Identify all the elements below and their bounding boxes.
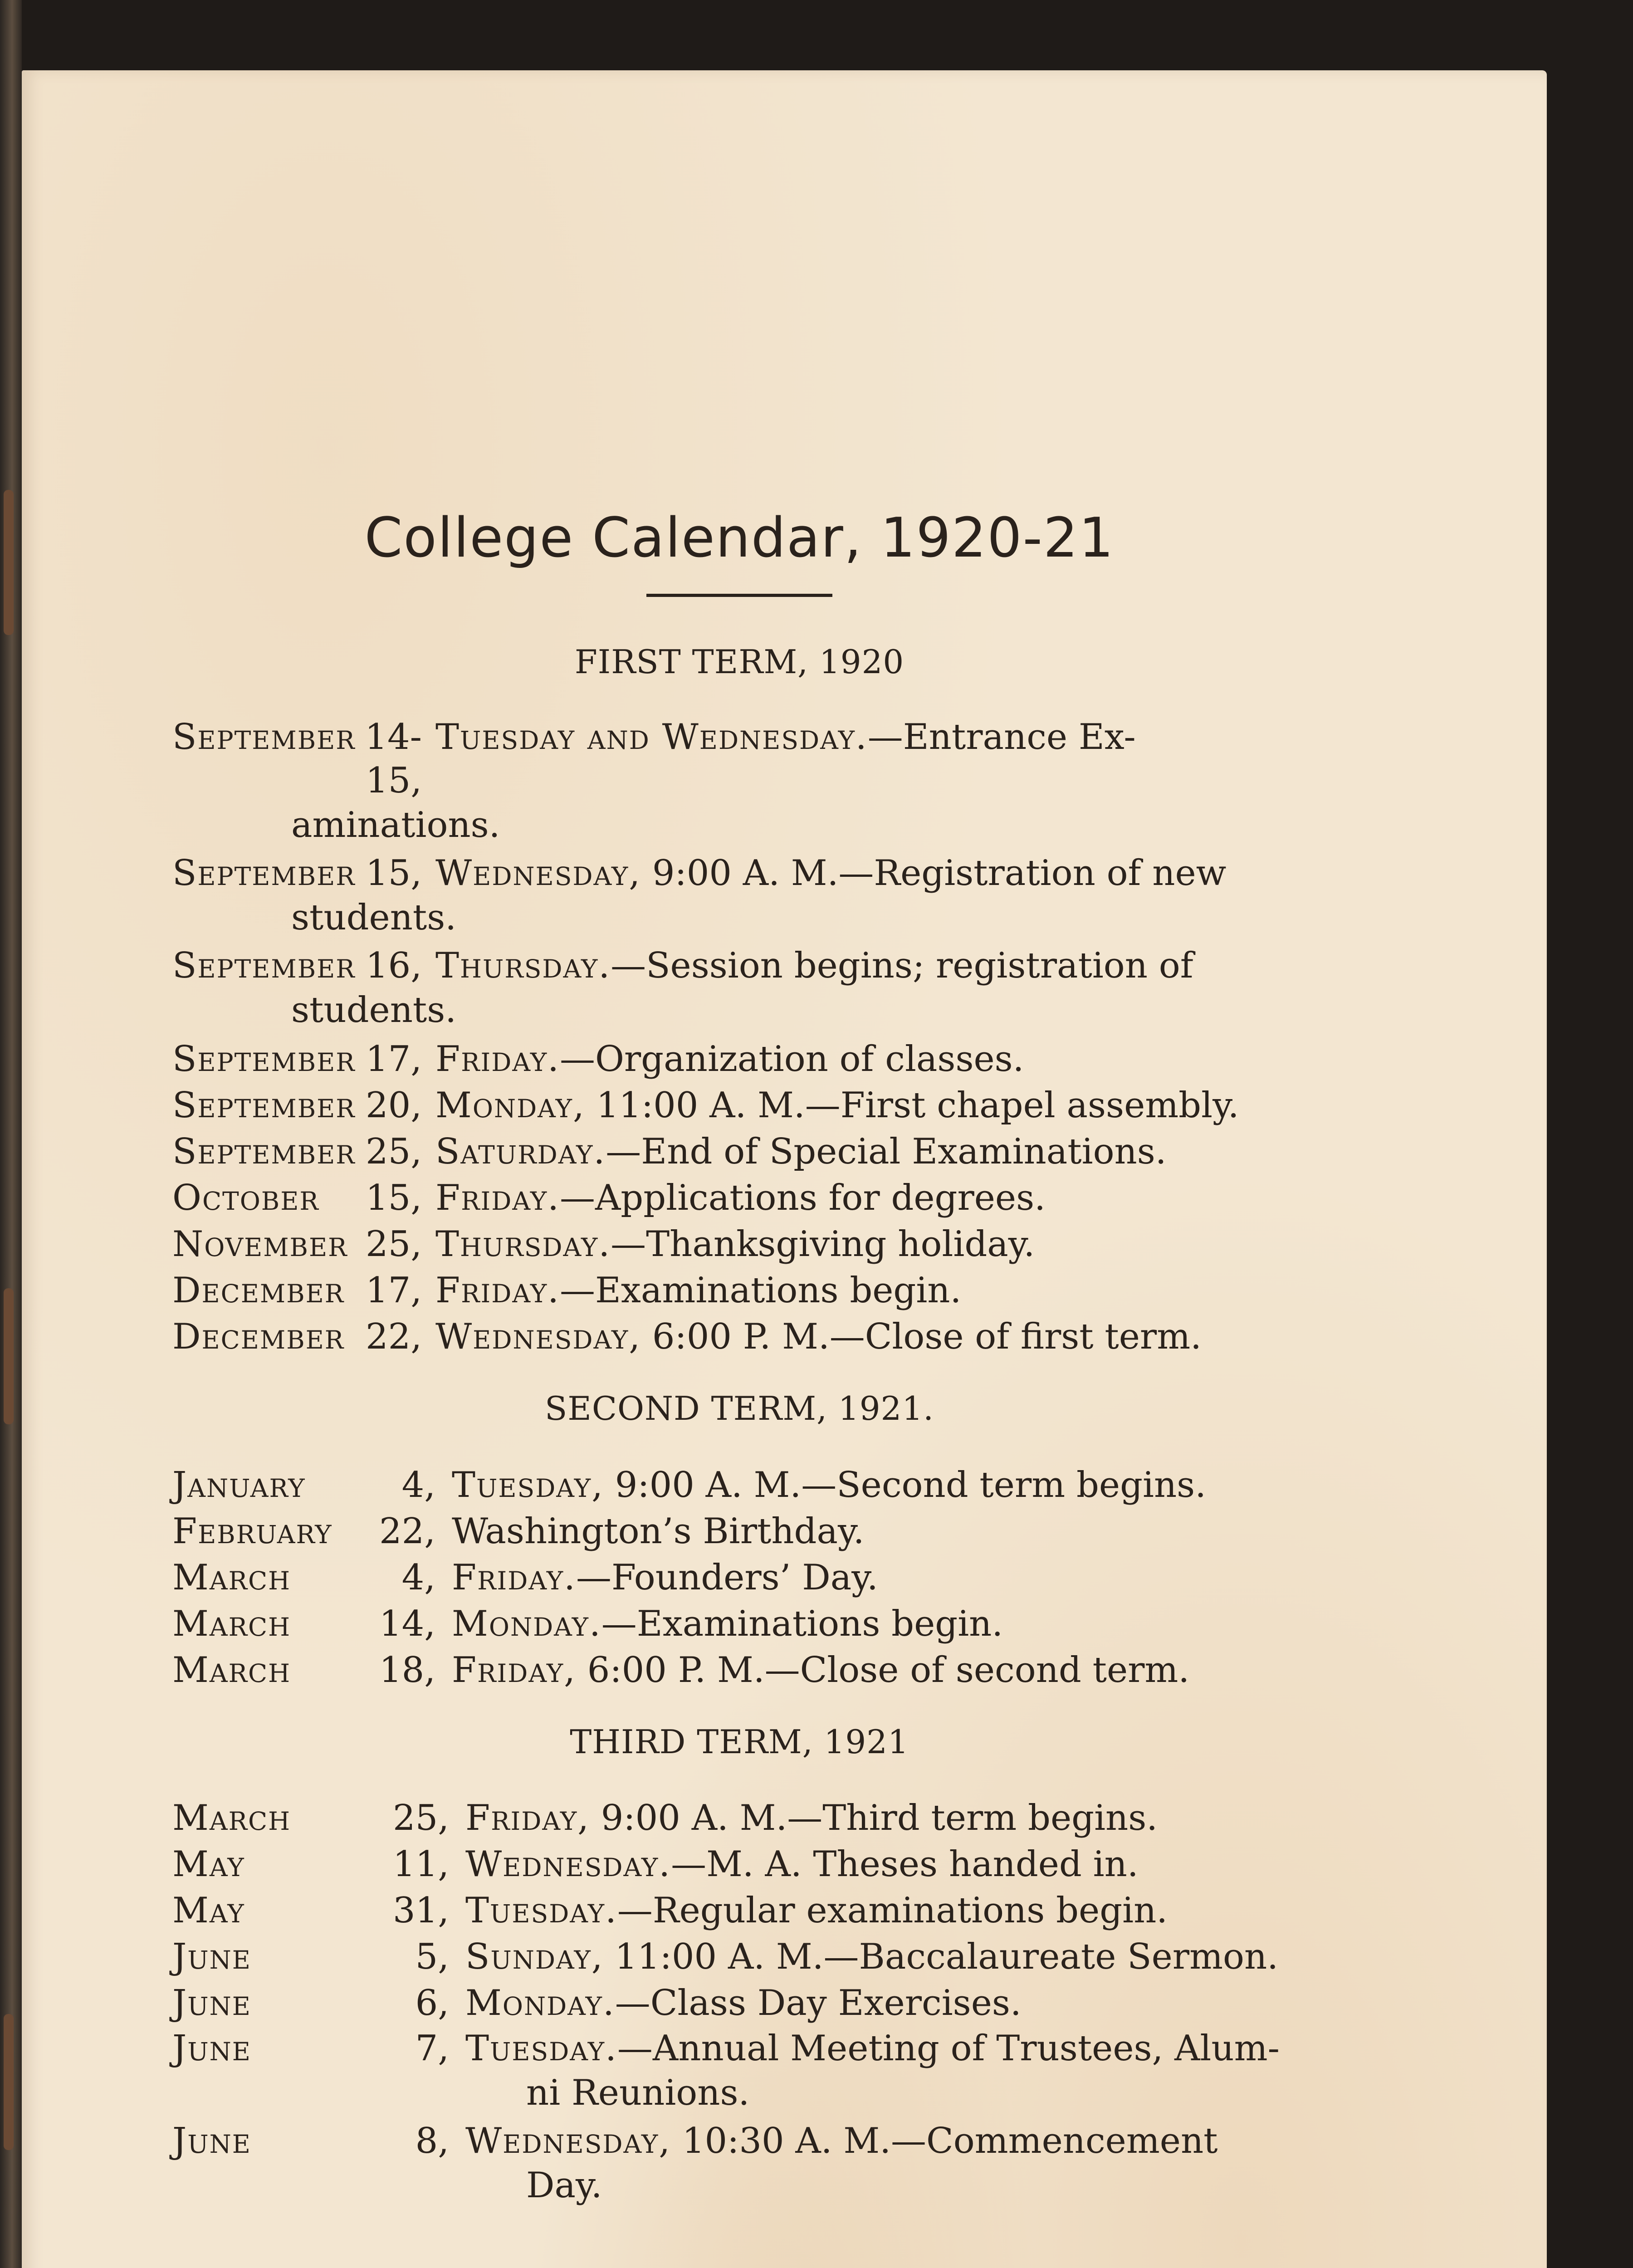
entry-weekday: Friday, bbox=[452, 1649, 576, 1691]
entry-day: 17, bbox=[365, 1039, 422, 1080]
entry-description bbox=[465, 2027, 1306, 2070]
entry-weekday: Wednesday, bbox=[465, 2121, 671, 2162]
entry-weekday: Tuesday and Wednesday. bbox=[435, 717, 868, 758]
calendar-entry bbox=[172, 1555, 1306, 1600]
entry-description bbox=[465, 1842, 1306, 1887]
entry-month: June bbox=[172, 1983, 251, 2024]
calendar-entry bbox=[172, 2119, 1306, 2163]
calendar-entry bbox=[172, 1647, 1306, 1693]
third-term-section bbox=[172, 1722, 1306, 2207]
entry-text: 6:00 P. M.—Close of second term. bbox=[576, 1649, 1190, 1691]
entry-description bbox=[435, 1129, 1306, 1174]
entry-day: 4, bbox=[401, 1464, 435, 1505]
entry-description bbox=[452, 1601, 1306, 1647]
entry-weekday: Tuesday. bbox=[465, 1890, 617, 1931]
entry-month: September bbox=[172, 1131, 356, 1173]
entry-text: 9:00 A. M.—Registration of new bbox=[641, 853, 1227, 894]
entry-month: June bbox=[172, 2028, 251, 2069]
entry-day: 5, bbox=[415, 1936, 449, 1978]
second-term-section bbox=[172, 1389, 1306, 1692]
entry-day: 14, bbox=[379, 1603, 435, 1644]
calendar-entry bbox=[172, 1980, 1306, 2026]
entry-month: September bbox=[172, 945, 356, 987]
calendar-entry bbox=[172, 1934, 1306, 1980]
calendar-entry bbox=[172, 1268, 1306, 1313]
calendar-entry bbox=[172, 851, 1306, 895]
entry-day: 4, bbox=[401, 1557, 435, 1598]
entry-weekday: Monday. bbox=[452, 1603, 601, 1644]
entry-description bbox=[435, 715, 1306, 802]
page-title: College Calendar, 1920-21 bbox=[364, 507, 1115, 570]
entry-day: 31, bbox=[392, 1890, 449, 1931]
entry-month: March bbox=[172, 1557, 291, 1598]
entry-text: —End of Special Examinations. bbox=[606, 1131, 1167, 1173]
calendar-entry bbox=[172, 1083, 1306, 1128]
entry-text: Washington’s Birthday. bbox=[452, 1510, 865, 1552]
entry-month: May bbox=[172, 1844, 245, 1885]
entry-weekday: Friday. bbox=[435, 1178, 560, 1219]
entry-month: May bbox=[172, 1890, 245, 1931]
calendar-entry bbox=[172, 1462, 1306, 1508]
entry-weekday: Monday, bbox=[435, 1085, 585, 1126]
entry-month: December bbox=[172, 1270, 345, 1311]
entry-text: —Class Day Exercises. bbox=[615, 1983, 1022, 2024]
entry-day: 18, bbox=[379, 1649, 435, 1691]
entry-weekday: Friday, bbox=[465, 1798, 590, 1839]
entry-text: —M. A. Theses handed in. bbox=[671, 1844, 1139, 1885]
entry-day: 15, bbox=[365, 853, 422, 894]
entry-month: September bbox=[172, 717, 356, 758]
entry-text: —Session begins; registration of bbox=[611, 945, 1193, 987]
calendar-entry bbox=[172, 944, 1306, 987]
entry-month: December bbox=[172, 1316, 345, 1358]
entry-day: 22, bbox=[379, 1510, 435, 1552]
entry-text: 11:00 A. M.—Baccalaureate Sermon. bbox=[603, 1936, 1279, 1978]
entry-month: June bbox=[172, 2121, 251, 2162]
entry-text: 11:00 A. M.—First chapel assembly. bbox=[585, 1085, 1239, 1126]
entry-text: 9:00 A. M.—Second term begins. bbox=[603, 1464, 1207, 1505]
entry-text: 9:00 A. M.—Third term begins. bbox=[589, 1798, 1158, 1839]
entry-day: 20, bbox=[365, 1085, 422, 1126]
calendar-entry bbox=[172, 1842, 1306, 1887]
calendar-entry bbox=[172, 1129, 1306, 1174]
entry-month: November bbox=[172, 1224, 348, 1265]
entry-description bbox=[465, 1934, 1306, 1980]
term-heading: SECOND TERM, 1921. bbox=[544, 1389, 934, 1428]
calendar-entry bbox=[172, 715, 1306, 802]
entry-text: —Annual Meeting of Trustees, Alum- bbox=[617, 2028, 1280, 2069]
entry-month: March bbox=[172, 1798, 291, 1839]
entry-day: 25, bbox=[365, 1224, 422, 1265]
entry-text: 6:00 P. M.—Close of first term. bbox=[641, 1316, 1202, 1358]
entry-description bbox=[435, 1083, 1306, 1128]
entry-day: 25, bbox=[365, 1131, 422, 1173]
entry-weekday: Tuesday, bbox=[452, 1464, 604, 1505]
entry-month: October bbox=[172, 1178, 319, 1219]
entry-month: March bbox=[172, 1603, 291, 1644]
term-heading: FIRST TERM, 1920 bbox=[574, 643, 905, 681]
entry-description bbox=[452, 1462, 1306, 1508]
entry-text: —Organization of classes. bbox=[559, 1039, 1024, 1080]
binding-thread bbox=[4, 1288, 14, 1424]
calendar-entry bbox=[172, 1509, 1306, 1554]
entry-description bbox=[435, 1314, 1306, 1359]
binding-thread bbox=[4, 2014, 14, 2150]
entry-day: 16, bbox=[365, 945, 422, 987]
entry-day: 17, bbox=[365, 1270, 422, 1311]
left-page-edge bbox=[0, 0, 22, 2268]
entry-description bbox=[465, 2119, 1306, 2163]
entry-continuation: aminations. bbox=[291, 805, 500, 846]
entry-continuation: Day. bbox=[526, 2165, 602, 2206]
entry-description bbox=[452, 1647, 1306, 1693]
entry-day: 7, bbox=[415, 2028, 449, 2069]
entry-text: —Applications for degrees. bbox=[559, 1178, 1046, 1219]
entry-weekday: Friday. bbox=[435, 1039, 560, 1080]
calendar-entry bbox=[172, 1888, 1306, 1933]
entry-day: 6, bbox=[415, 1983, 449, 2024]
entry-month: September bbox=[172, 1039, 356, 1080]
entry-description bbox=[452, 1555, 1306, 1600]
calendar-entry bbox=[172, 1314, 1306, 1359]
title-rule bbox=[646, 594, 832, 597]
calendar-entry bbox=[172, 1601, 1306, 1647]
entry-weekday: Wednesday, bbox=[435, 853, 641, 894]
entry-text: —Thanksgiving holiday. bbox=[611, 1224, 1035, 1265]
entry-description bbox=[435, 944, 1306, 987]
entry-day: 14-15, bbox=[365, 717, 422, 802]
entry-weekday: Wednesday, bbox=[435, 1316, 641, 1358]
first-term-section bbox=[172, 642, 1306, 1359]
entry-month: June bbox=[172, 1936, 251, 1978]
entry-description bbox=[435, 851, 1306, 895]
calendar-entry bbox=[172, 1175, 1306, 1221]
entry-month: February bbox=[172, 1510, 332, 1552]
entry-month: September bbox=[172, 1085, 356, 1126]
entry-month: March bbox=[172, 1649, 291, 1691]
entry-text: —Founders’ Day. bbox=[576, 1557, 878, 1598]
entry-text: —Examinations begin. bbox=[601, 1603, 1003, 1644]
entry-day: 25, bbox=[392, 1798, 449, 1839]
entry-text: —Entrance Ex- bbox=[867, 717, 1136, 758]
entry-description bbox=[452, 1509, 1306, 1554]
entry-text: —Examinations begin. bbox=[559, 1270, 962, 1311]
calendar-content bbox=[172, 506, 1306, 2212]
entry-weekday: Wednesday. bbox=[465, 1844, 671, 1885]
entry-weekday: Tuesday. bbox=[465, 2028, 617, 2069]
calendar-entry bbox=[172, 1222, 1306, 1267]
calendar-entry bbox=[172, 2027, 1306, 2070]
entry-month: January bbox=[172, 1464, 306, 1505]
entry-text: 10:30 A. M.—Commencement bbox=[671, 2121, 1218, 2162]
entry-description bbox=[435, 1268, 1306, 1313]
entry-day: 22, bbox=[365, 1316, 422, 1358]
entry-description bbox=[465, 1888, 1306, 1933]
entry-weekday: Saturday. bbox=[435, 1131, 606, 1173]
entry-weekday: Friday. bbox=[452, 1557, 576, 1598]
book-page bbox=[22, 70, 1547, 2268]
entry-continuation: students. bbox=[291, 897, 457, 938]
entry-description bbox=[465, 1980, 1306, 2026]
calendar-entry bbox=[172, 1795, 1306, 1841]
entry-continuation: students. bbox=[291, 990, 457, 1031]
entry-day: 11, bbox=[392, 1844, 449, 1885]
entry-weekday: Thursday. bbox=[435, 1224, 611, 1265]
entry-continuation: ni Reunions. bbox=[526, 2072, 750, 2114]
entry-description bbox=[435, 1036, 1306, 1082]
entry-month: September bbox=[172, 853, 356, 894]
entry-weekday: Friday. bbox=[435, 1270, 560, 1311]
calendar-entry bbox=[172, 1036, 1306, 1082]
binding-thread bbox=[4, 490, 14, 635]
entry-weekday: Sunday, bbox=[465, 1936, 604, 1978]
entry-description bbox=[465, 1795, 1306, 1841]
term-heading: THIRD TERM, 1921 bbox=[570, 1722, 909, 1761]
entry-description bbox=[435, 1222, 1306, 1267]
entry-day: 15, bbox=[365, 1178, 422, 1219]
entry-weekday: Thursday. bbox=[435, 945, 611, 987]
entry-weekday: Monday. bbox=[465, 1983, 615, 2024]
entry-description bbox=[435, 1175, 1306, 1221]
entry-text: —Regular examinations begin. bbox=[617, 1890, 1168, 1931]
entry-day: 8, bbox=[415, 2121, 449, 2162]
